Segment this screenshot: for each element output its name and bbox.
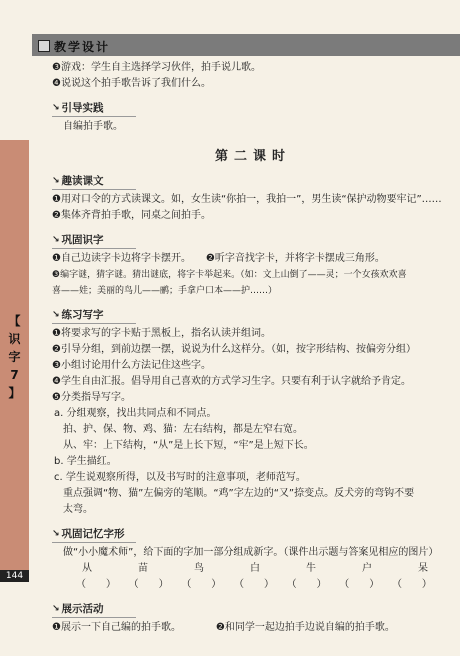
sidebar-number: 7 bbox=[10, 368, 19, 382]
arrow-icon: ↘ bbox=[52, 529, 60, 539]
char-item: 从 bbox=[82, 563, 92, 574]
text-line: ❶展示一下自己编的拍手歌。 ❷和同学一起边拍手边说自编的拍手歌。 bbox=[52, 622, 395, 633]
text-line: 喜——娃；美丽的鸟儿——鹂；手拿户口本——护……） bbox=[52, 286, 278, 296]
text-line: ❶用对口令的方式读课文。如，女生读“你拍一，我拍一”，男生读“保护动物要牢记”…… bbox=[52, 194, 442, 205]
sidebar-label bbox=[0, 312, 29, 402]
section-heading bbox=[52, 601, 454, 617]
text-line: ❸游戏：学生自主选择学习伙伴，拍手说儿歌。 bbox=[52, 62, 261, 73]
content bbox=[52, 60, 454, 636]
header bbox=[38, 38, 110, 54]
text-line: ❶将要求写的字卡贴于黑板上，指名认读并组词。 bbox=[52, 328, 271, 339]
sidebar-char-2: 字 bbox=[8, 350, 21, 364]
arrow-icon: ↘ bbox=[52, 176, 60, 186]
text-line: 做“小小魔术师”，给下面的字加一部分组成新字。（课件出示题与答案见相应的图片） bbox=[63, 547, 439, 558]
text-line: ❸小组讨论用什么方法记住这些字。 bbox=[52, 360, 211, 371]
text-line: ❶自己边读字卡边将字卡摆开。 ❷听字音找字卡，并将字卡摆成三角形。 bbox=[52, 253, 385, 264]
section-heading bbox=[52, 307, 454, 323]
divider bbox=[52, 116, 136, 117]
text-line: ❹说说这个拍手歌告诉了我们什么。 bbox=[52, 78, 211, 89]
sidebar-char-1: 识 bbox=[8, 332, 21, 346]
section-title: 巩固识字 bbox=[61, 234, 104, 246]
header-title: 教学设计 bbox=[54, 39, 111, 54]
text-line: ❷引导分组，到前边摆一摆，说说为什么这样分。（如，按字形结构、按偏旁分组） bbox=[52, 344, 416, 355]
text-line: 太弯。 bbox=[63, 504, 93, 515]
text-line: b. 学生描红。 bbox=[54, 456, 117, 467]
divider bbox=[52, 617, 136, 618]
answer-blank: （ ） bbox=[76, 579, 116, 590]
section-heading bbox=[52, 100, 454, 116]
arrow-icon: ↘ bbox=[52, 604, 60, 614]
sidebar-bracket-close: 】 bbox=[8, 386, 21, 400]
section-title: 引导实践 bbox=[61, 102, 104, 114]
text-line: c. 学生说观察所得，以及书写时的注意事项，老师范写。 bbox=[54, 472, 306, 483]
section-heading bbox=[52, 173, 454, 189]
text-line: ❸编字谜，猜字谜。猜出谜底，将字卡举起来。（如：文上山倒了——灵；一个女孩欢欢喜 bbox=[52, 270, 407, 280]
answer-blank: （ ） bbox=[128, 579, 169, 590]
arrow-icon: ↘ bbox=[52, 310, 60, 320]
page-number: 144 bbox=[0, 570, 29, 582]
answer-blank: （ ） bbox=[181, 579, 222, 590]
divider bbox=[52, 248, 136, 249]
section-title: 巩固记忆字形 bbox=[61, 528, 125, 540]
answer-blank: （ ） bbox=[339, 579, 380, 590]
text-line: 自编拍手歌。 bbox=[63, 121, 123, 132]
text-line: 重点强调“物、猫”左偏旁的笔顺。“鸡”字左边的“又”捺变点。反犬旁的弯钩不要 bbox=[63, 488, 415, 499]
char-item: 牛 bbox=[306, 563, 316, 574]
char-item: 呆 bbox=[418, 563, 428, 574]
square-icon bbox=[38, 40, 50, 52]
sidebar-bracket-open: 【 bbox=[8, 314, 21, 328]
answer-blank: （ ） bbox=[233, 579, 274, 590]
char-item: 户 bbox=[362, 563, 372, 574]
divider bbox=[52, 189, 136, 190]
text-line: ❺分类指导写字。 bbox=[52, 392, 131, 403]
text-line: 从、牢：上下结构，“从”是上长下短，“牢”是上短下长。 bbox=[63, 440, 314, 451]
text-line: 拍、护、保、物、鸡、猫：左右结构，都是左窄右宽。 bbox=[63, 424, 303, 435]
lesson-title: 第二课时 bbox=[214, 149, 291, 164]
char-item: 白 bbox=[250, 563, 260, 574]
answer-blanks bbox=[52, 577, 454, 593]
section-heading bbox=[52, 232, 454, 248]
section-title: 练习写字 bbox=[61, 309, 104, 321]
section-title: 展示活动 bbox=[61, 603, 104, 615]
divider bbox=[52, 323, 136, 324]
arrow-icon: ↘ bbox=[52, 235, 60, 245]
section-title: 趣读课文 bbox=[61, 175, 104, 187]
divider bbox=[52, 542, 136, 543]
text-line: a. 分组观察，找出共同点和不同点。 bbox=[54, 408, 217, 419]
arrow-icon: ↘ bbox=[52, 103, 60, 113]
text-line: ❷集体齐背拍手歌，同桌之间拍手。 bbox=[52, 210, 211, 221]
answer-blank: （ ） bbox=[286, 579, 327, 590]
char-item: 苗 bbox=[138, 563, 148, 574]
section-heading bbox=[52, 526, 454, 542]
answer-blank: （ ） bbox=[391, 579, 432, 590]
text-line: ❹学生自由汇报。倡导用自己喜欢的方式学习生字。只要有利于认字就给予肯定。 bbox=[52, 376, 411, 387]
char-row bbox=[52, 561, 454, 577]
char-item: 鸟 bbox=[194, 563, 204, 574]
